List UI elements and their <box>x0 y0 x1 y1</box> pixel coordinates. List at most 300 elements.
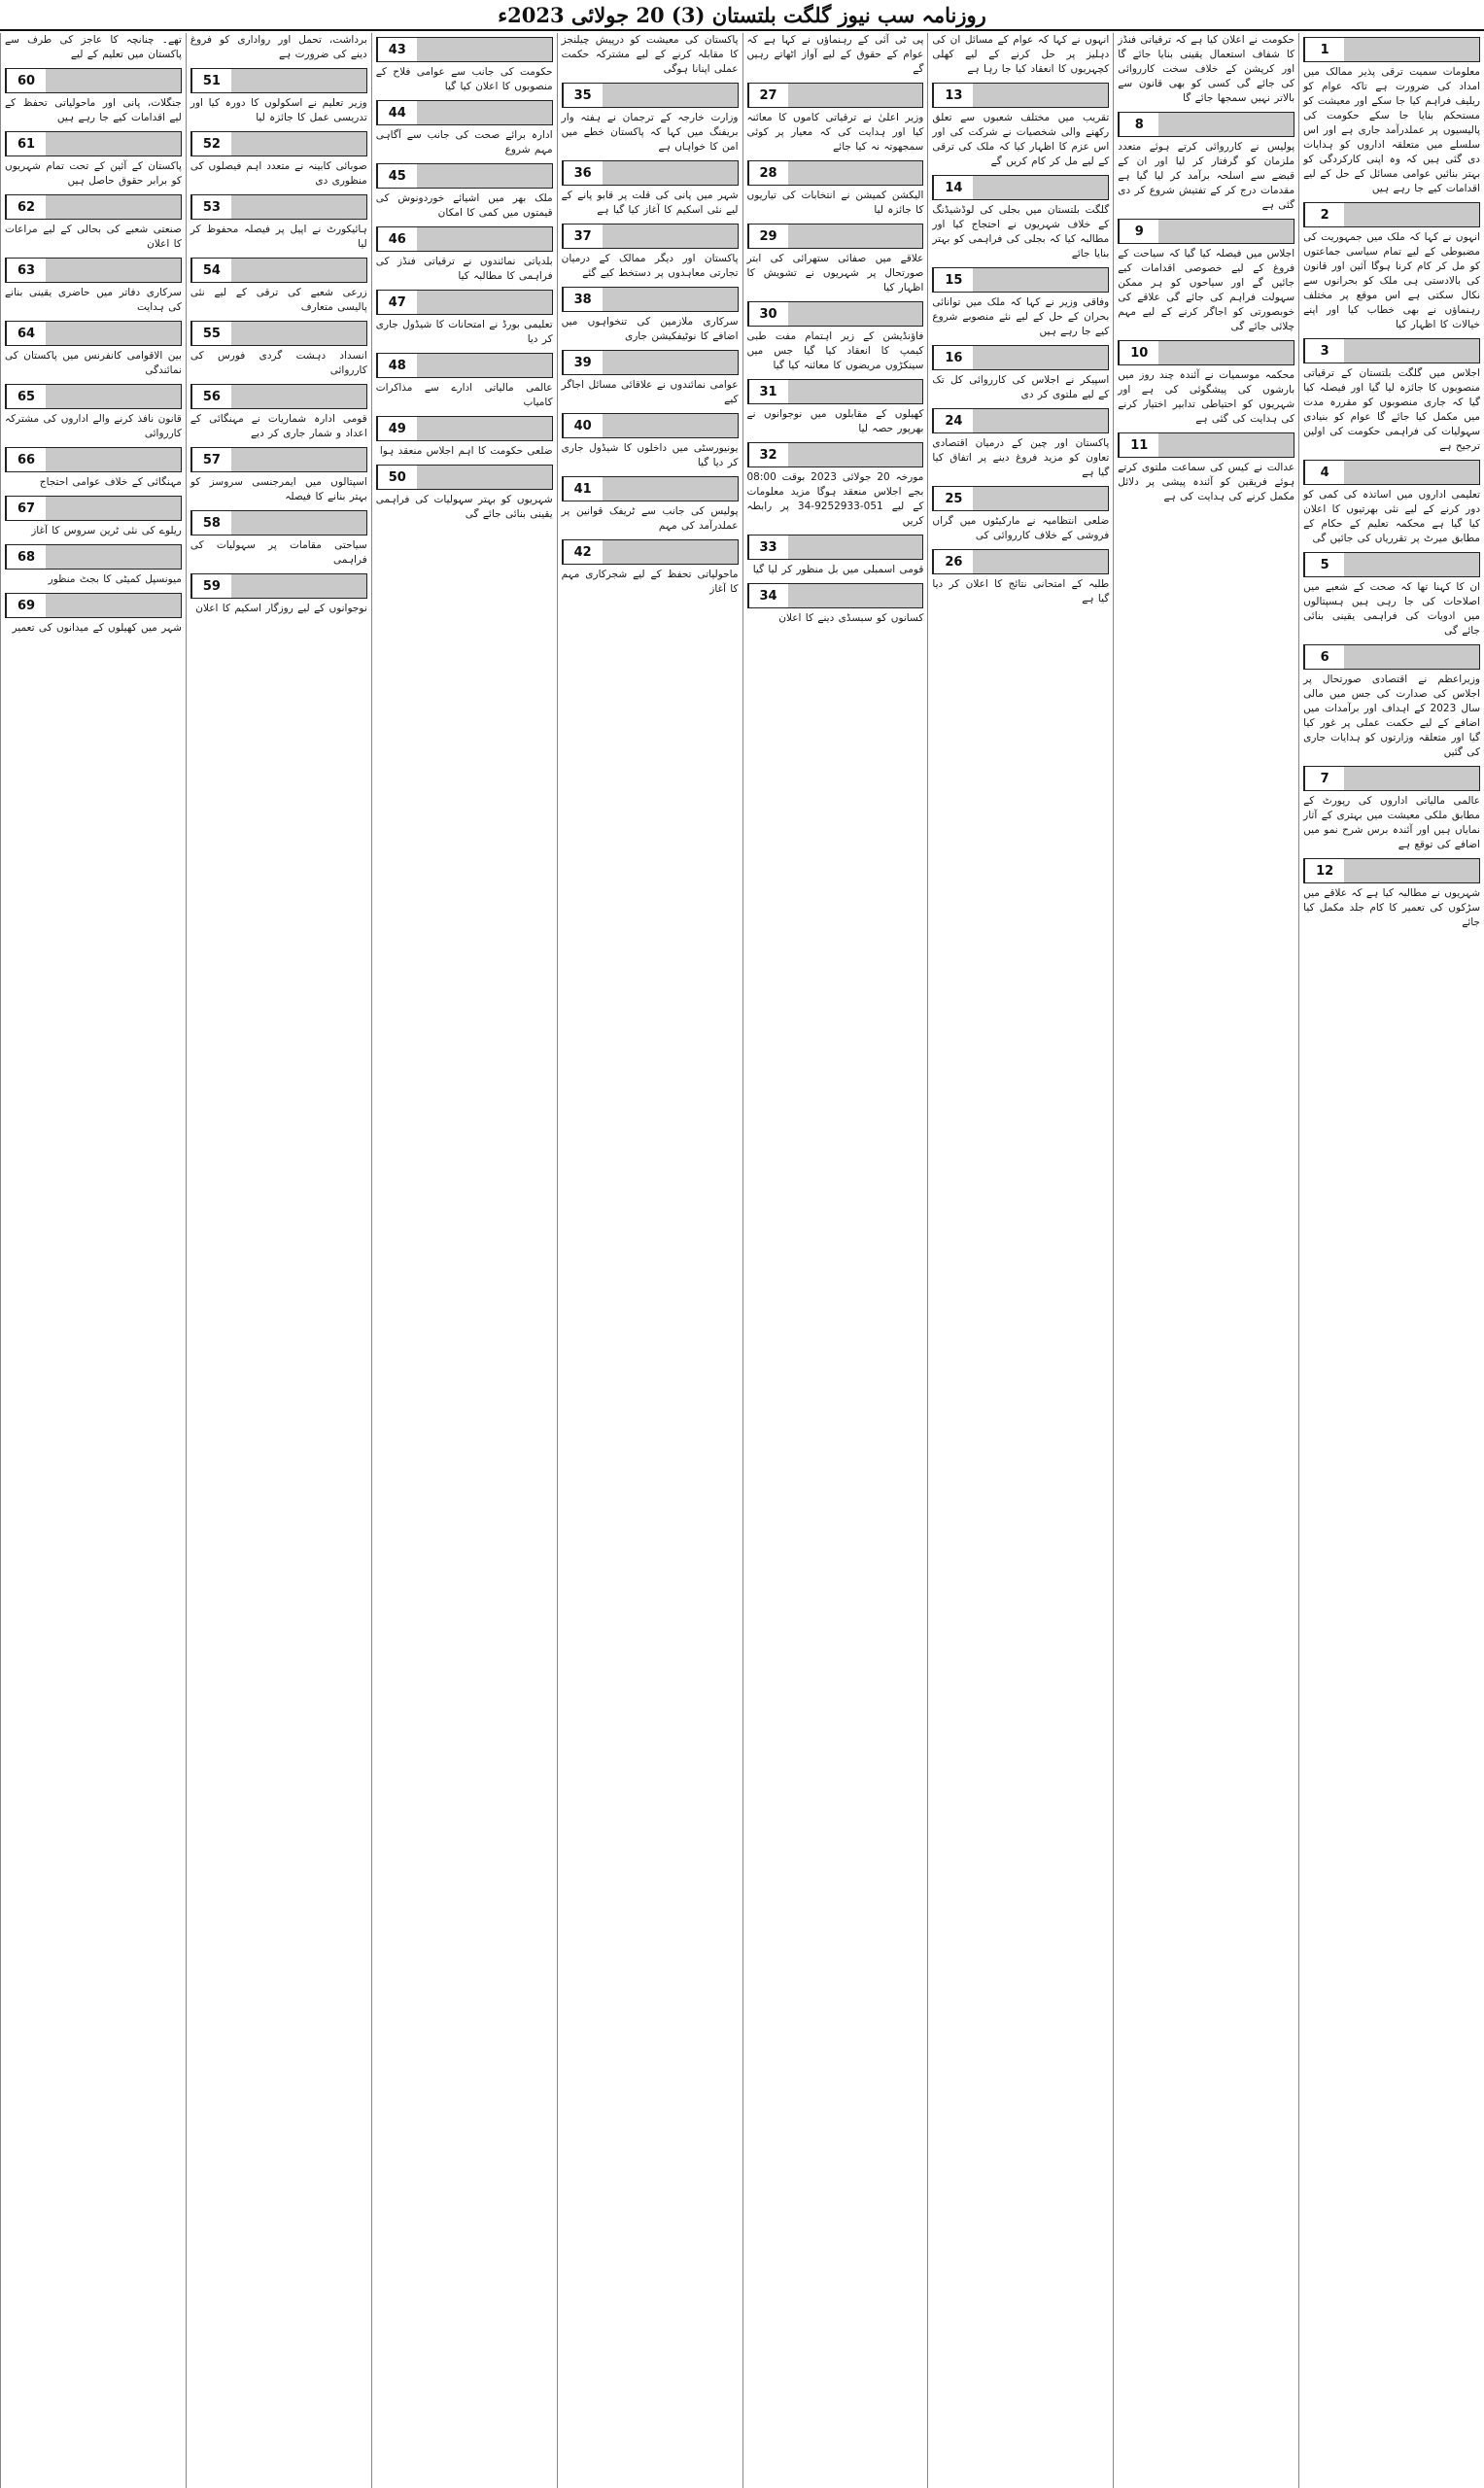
marker-bar <box>417 38 552 61</box>
continuation-number: 67 <box>6 497 46 520</box>
continuation-marker <box>932 408 1109 433</box>
article-text: حکومت کی جانب سے عوامی فلاح کے منصوبوں کا اعلان کیا گیا <box>375 66 553 92</box>
marker-bar <box>788 161 923 185</box>
article-block <box>932 83 1109 169</box>
article-block <box>1118 219 1294 334</box>
continuation-number: 59 <box>191 574 231 598</box>
article-text: شہریوں کو بہتر سہولیات کی فراہمی یقینی بنائی جائے گی <box>375 494 553 520</box>
marker-bar <box>46 448 181 471</box>
continuation-marker <box>190 68 367 93</box>
continuation-number: 2 <box>1304 203 1344 226</box>
article-block <box>1118 112 1294 213</box>
article-text: وزیراعظم نے اقتصادی صورتحال پر اجلاس کی صدارت کی جس میں مالی سال 2023 کے اہداف اور برآمدات میں اضافے کے لیے حکمت عملی پر غور کیا گیا اور متعلقہ وزارتوں کو ہدایات جاری کی گئیں <box>1303 674 1481 758</box>
article-text: قانون نافذ کرنے والے اداروں کی مشترکہ کارروائی <box>5 413 182 439</box>
continuation-marker <box>932 486 1109 511</box>
marker-bar <box>788 302 923 326</box>
continuation-number: 30 <box>748 302 788 326</box>
article-text: مورخہ 20 جولائی 2023 بوقت 08:00 بجے اجلاس منعقد ہوگا مزید معلومات کے لیے 051-9252933-34 پر رابطہ کریں <box>746 471 924 527</box>
marker-bar <box>46 69 181 92</box>
article-block <box>747 583 924 626</box>
marker-bar <box>1344 859 1479 882</box>
marker-bar <box>973 346 1108 369</box>
continuation-marker <box>376 416 553 441</box>
marker-bar <box>603 414 738 437</box>
columns-container <box>0 33 1484 2488</box>
article-block <box>190 258 367 315</box>
continuation-number: 61 <box>6 132 46 156</box>
marker-bar <box>973 84 1108 107</box>
continuation-number: 4 <box>1304 461 1344 484</box>
article-text: تعلیمی اداروں میں اساتذہ کی کمی کو دور کرنے کے لیے نئی بھرتیوں کا اعلان کیا گیا ہے محکمہ تعلیم کے حکام کے مطابق میرٹ پر تقرریاں کی جائیں گی <box>1303 489 1480 544</box>
article-text: صنعتی شعبے کی بحالی کے لیے مراعات کا اعلان <box>5 224 182 250</box>
article-block <box>1118 340 1294 427</box>
continuation-marker <box>747 83 924 108</box>
article-block <box>932 486 1109 543</box>
article-text: ریلوے کی نئی ٹرین سروس کا آغاز <box>31 525 182 536</box>
article-text: عالمی مالیاتی ادارے سے مذاکرات کامیاب <box>375 382 553 408</box>
continuation-number: 43 <box>377 38 417 61</box>
continuation-number: 47 <box>377 291 417 314</box>
marker-bar <box>973 550 1108 573</box>
continuation-number: 13 <box>933 84 973 107</box>
article-text: جنگلات، پانی اور ماحولیاتی تحفظ کے لیے اقدامات کیے جا رہے ہیں <box>5 97 182 123</box>
marker-bar <box>231 511 366 535</box>
article-block <box>562 83 739 155</box>
continuation-marker <box>1118 432 1294 458</box>
article-text: تقریب میں مختلف شعبوں سے تعلق رکھنے والی شخصیات نے شرکت کی اور اس عزم کا اظہار کیا کہ ملک کی ترقی کے لیے مل کر کام کریں گے <box>932 112 1110 167</box>
marker-bar <box>1344 645 1479 669</box>
continuation-number: 33 <box>748 536 788 559</box>
continuation-marker <box>1303 766 1480 791</box>
marker-bar <box>603 351 738 374</box>
article-text: وزیر اعلیٰ نے ترقیاتی کاموں کا معائنہ کیا اور ہدایت کی کہ معیار پر کوئی سمجھوتہ نہ کیا جائے <box>746 112 924 153</box>
marker-bar <box>788 584 923 607</box>
continuation-number: 68 <box>6 545 46 569</box>
article-block <box>932 267 1109 339</box>
marker-bar <box>231 259 366 282</box>
marker-bar <box>973 487 1108 510</box>
marker-bar <box>1158 341 1294 364</box>
continuation-marker <box>932 83 1109 108</box>
marker-bar <box>1344 203 1479 226</box>
continuation-marker <box>376 353 553 378</box>
article-block <box>5 321 182 378</box>
continuation-marker <box>5 321 182 346</box>
article-block <box>190 447 367 504</box>
continuation-marker <box>5 258 182 283</box>
article-block <box>562 476 739 534</box>
article-block <box>5 258 182 315</box>
continuation-number: 35 <box>563 84 603 107</box>
marker-bar <box>1344 38 1479 61</box>
masthead-title: روزنامہ سب نیوز گلگت بلتستان (3) 20 جولائی 2023ء <box>0 0 1484 31</box>
marker-bar <box>231 448 366 471</box>
continuation-marker <box>1303 338 1480 363</box>
continuation-number: 9 <box>1119 220 1158 243</box>
continuation-marker <box>747 583 924 608</box>
continuation-number: 48 <box>377 354 417 377</box>
continuation-number: 10 <box>1119 341 1158 364</box>
marker-bar <box>417 164 552 188</box>
marker-bar <box>1158 433 1294 457</box>
article-text: کسانوں کو سبسڈی دینے کا اعلان <box>778 612 924 624</box>
article-text: میونسپل کمیٹی کا بجٹ منظور <box>48 573 182 585</box>
continuation-marker <box>1118 112 1294 137</box>
article-text: ان کا کہنا تھا کہ صحت کے شعبے میں اصلاحات کی جا رہی ہیں ہسپتالوں میں ادویات کی فراہمی یقینی بنائی جائے گی <box>1303 581 1480 637</box>
article-text: پولیس نے کارروائی کرتے ہوئے متعدد ملزمان کو گرفتار کر لیا اور ان کے قبضے سے اسلحہ برآمد کر لیا گیا ہے مقدمات درج کر کے تفتیش شروع کر دی گئی ہے <box>1118 141 1295 211</box>
marker-bar <box>46 132 181 156</box>
article-block <box>376 416 553 459</box>
continuation-marker <box>932 175 1109 200</box>
marker-bar <box>46 385 181 408</box>
continuation-number: 8 <box>1119 113 1158 136</box>
article-text: الیکشن کمیشن نے انتخابات کی تیاریوں کا جائزہ لیا <box>746 190 924 216</box>
article-text: زرعی شعبے کی ترقی کے لیے نئی پالیسی متعارف <box>190 287 367 313</box>
article-block <box>376 100 553 157</box>
continuation-number: 28 <box>748 161 788 185</box>
continuation-marker <box>1303 202 1480 227</box>
continuation-marker <box>747 379 924 404</box>
article-block <box>932 408 1109 480</box>
marker-bar <box>231 574 366 598</box>
article-block <box>747 379 924 436</box>
article-text: ملک بھر میں اشیائے خوردونوش کی قیمتوں میں کمی کا امکان <box>375 192 553 219</box>
continuation-number: 49 <box>377 417 417 440</box>
continuation-marker <box>932 549 1109 574</box>
article-column <box>0 33 186 2488</box>
article-column <box>1298 33 1484 2488</box>
continuation-number: 53 <box>191 195 231 219</box>
continuation-marker <box>932 267 1109 293</box>
article-text: بلدیاتی نمائندوں نے ترقیاتی فنڈز کی فراہمی کا مطالبہ کیا <box>375 256 553 282</box>
continuation-marker <box>376 226 553 252</box>
article-block <box>1303 37 1480 196</box>
article-text: عوامی نمائندوں نے علاقائی مسائل اجاگر کیے <box>561 379 739 405</box>
continuation-number: 64 <box>6 322 46 345</box>
article-block <box>190 321 367 378</box>
continuation-marker <box>5 496 182 521</box>
marker-bar <box>603 540 738 564</box>
article-text: تھے۔ چنانچہ کا عاجز کی طرف سے پاکستان میں تعلیم کے لیے <box>5 34 182 60</box>
article-text: اجلاس میں فیصلہ کیا گیا کہ سیاحت کے فروغ کے لیے خصوصی اقدامات کیے جائیں گے اور سیاحوں کو ہر ممکن سہولت فراہم کی جائے گی علاقے کی خوبصورتی کو اجاگر کرنے کے لیے مہم چلائی جائے گی <box>1118 248 1295 332</box>
continuation-number: 40 <box>563 414 603 437</box>
marker-bar <box>1344 461 1479 484</box>
article-text: پولیس کی جانب سے ٹریفک قوانین پر عملدرآمد کی مہم <box>561 505 739 532</box>
article-text: علاقے میں صفائی ستھرائی کی ابتر صورتحال پر شہریوں نے تشویش کا اظہار کیا <box>746 253 924 294</box>
continuation-marker <box>747 535 924 560</box>
article-block <box>1303 338 1480 454</box>
article-text: وزیر تعلیم نے اسکولوں کا دورہ کیا اور تدریسی عمل کا جائزہ لیا <box>190 97 367 123</box>
continuation-marker <box>562 287 739 312</box>
article-text: پاکستان کی معیشت کو درپیش چیلنجز کا مقابلہ کرنے کے لیے مشترکہ حکمت عملی اپنانا ہوگی <box>561 34 739 75</box>
article-block <box>1118 33 1294 106</box>
continuation-number: 26 <box>933 550 973 573</box>
continuation-number: 46 <box>377 227 417 251</box>
continuation-number: 50 <box>377 466 417 489</box>
continuation-number: 27 <box>748 84 788 107</box>
marker-bar <box>46 497 181 520</box>
article-block <box>190 194 367 252</box>
article-block <box>5 68 182 125</box>
article-block <box>376 226 553 284</box>
marker-bar <box>1158 113 1294 136</box>
article-block <box>1303 858 1480 930</box>
marker-bar <box>46 259 181 282</box>
article-text: سیاحتی مقامات پر سہولیات کی فراہمی <box>190 539 367 566</box>
article-text: قومی اسمبلی میں بل منظور کر لیا گیا <box>752 564 924 575</box>
marker-bar <box>603 161 738 185</box>
article-block <box>747 224 924 295</box>
article-block <box>932 175 1109 261</box>
continuation-number: 7 <box>1304 767 1344 790</box>
article-text: فاؤنڈیشن کے زیر اہتمام مفت طبی کیمپ کا انعقاد کیا گیا جس میں سینکڑوں مریضوں کا معائنہ کیا گیا <box>746 330 924 371</box>
article-block <box>932 33 1109 77</box>
article-block <box>932 345 1109 402</box>
continuation-marker <box>747 160 924 186</box>
marker-bar <box>231 132 366 156</box>
article-text: برداشت، تحمل اور رواداری کو فروغ دینے کی ضرورت ہے <box>190 34 367 60</box>
article-column <box>742 33 928 2488</box>
article-block <box>1303 552 1480 639</box>
article-block <box>562 413 739 470</box>
article-block <box>1118 432 1294 504</box>
article-block <box>562 287 739 344</box>
continuation-marker <box>376 100 553 125</box>
marker-bar <box>417 354 552 377</box>
article-block <box>190 384 367 441</box>
article-text: گلگت بلتستان میں بجلی کی لوڈشیڈنگ کے خلاف شہریوں نے احتجاج کیا اور مطالبہ کیا کہ بجلی کی فراہمی کو بہتر بنایا جائے <box>932 204 1110 259</box>
continuation-marker <box>562 413 739 438</box>
article-text: انسداد دہشت گردی فورس کی کارروائی <box>190 350 367 376</box>
marker-bar <box>1344 767 1479 790</box>
continuation-number: 65 <box>6 385 46 408</box>
article-text: ماحولیاتی تحفظ کے لیے شجرکاری مہم کا آغاز <box>561 569 739 595</box>
article-text: طلبہ کے امتحانی نتائج کا اعلان کر دیا گیا ہے <box>932 578 1110 605</box>
marker-bar <box>1344 339 1479 363</box>
marker-bar <box>417 417 552 440</box>
continuation-marker <box>5 194 182 220</box>
article-block <box>747 301 924 373</box>
continuation-marker <box>562 83 739 108</box>
article-text: کھیلوں کے مقابلوں میں نوجوانوں نے بھرپور حصہ لیا <box>746 408 924 434</box>
article-text: عالمی مالیاتی اداروں کی رپورٹ کے مطابق ملکی معیشت میں بہتری کے آثار نمایاں ہیں اور آئندہ برس شرح نمو میں اضافے کی توقع ہے <box>1303 795 1480 850</box>
continuation-marker <box>190 384 367 409</box>
continuation-number: 37 <box>563 225 603 248</box>
article-block <box>562 224 739 281</box>
continuation-number: 11 <box>1119 433 1158 457</box>
article-text: پاکستان اور دیگر ممالک کے درمیان تجارتی معاہدوں پر دستخط کیے گئے <box>561 253 739 279</box>
continuation-number: 15 <box>933 268 973 292</box>
marker-bar <box>46 195 181 219</box>
continuation-marker <box>190 447 367 472</box>
article-block <box>376 37 553 94</box>
article-block <box>1303 644 1480 760</box>
continuation-marker <box>190 258 367 283</box>
article-text: ادارہ برائے صحت کی جانب سے آگاہی مہم شروع <box>375 129 553 156</box>
marker-bar <box>788 225 923 248</box>
marker-bar <box>788 84 923 107</box>
article-column <box>927 33 1113 2488</box>
article-text: پاکستان اور چین کے درمیان اقتصادی تعاون کو مزید فروغ دینے پر اتفاق کیا گیا ہے <box>932 437 1110 478</box>
article-block <box>190 33 367 62</box>
article-block <box>190 573 367 616</box>
marker-bar <box>46 545 181 569</box>
continuation-marker <box>190 194 367 220</box>
continuation-marker <box>562 160 739 186</box>
article-text: اجلاس میں گلگت بلتستان کے ترقیاتی منصوبوں کا جائزہ لیا گیا اور فیصلہ کیا گیا کہ جاری منصوبوں کو مقررہ مدت میں مکمل کیا جائے گا عوام کو بنیادی سہولیات کی فراہمی حکومت کی اولین ترجیح ہے <box>1303 367 1480 452</box>
continuation-marker <box>1303 460 1480 485</box>
continuation-number: 55 <box>191 322 231 345</box>
continuation-marker <box>5 131 182 156</box>
article-text: ضلعی حکومت کا اہم اجلاس منعقد ہوا <box>379 445 553 457</box>
continuation-number: 3 <box>1304 339 1344 363</box>
continuation-number: 31 <box>748 380 788 403</box>
continuation-number: 36 <box>563 161 603 185</box>
article-block <box>5 593 182 636</box>
article-text: شہر میں کھیلوں کے میدانوں کی تعمیر <box>12 622 182 634</box>
continuation-number: 14 <box>933 176 973 199</box>
article-text: شہریوں نے مطالبہ کیا ہے کہ علاقے میں سڑکوں کی تعمیر کا کام جلد مکمل کیا جائے <box>1303 887 1480 928</box>
article-block <box>747 83 924 155</box>
article-block <box>747 160 924 218</box>
article-block <box>5 384 182 441</box>
article-block <box>1303 766 1480 852</box>
continuation-marker <box>1118 219 1294 244</box>
continuation-number: 34 <box>748 584 788 607</box>
article-text: عدالت نے کیس کی سماعت ملتوی کرتے ہوئے فریقین کو آئندہ پیشی پر دلائل مکمل کرنے کی ہدایت کی ہے <box>1118 462 1295 502</box>
continuation-marker <box>562 539 739 565</box>
article-block <box>932 549 1109 606</box>
continuation-marker <box>5 384 182 409</box>
continuation-marker <box>562 224 739 249</box>
continuation-marker <box>376 163 553 189</box>
article-text: معلومات سمیت ترقی پذیر ممالک میں امداد کی ضرورت ہے تاکہ عوام کو ریلیف فراہم کیا جا سکے اور معیشت کو مستحکم بنایا جا سکے حکومت کی پالیسیوں پر عملدرآمد جاری ہے اور اس سلسلے میں متعلقہ اداروں کو ہدایات دی گئی ہیں کہ وہ اپنی کارکردگی کو بہتر بنائیں عوامی مسائل کے حل کے لیے اقدامات کیے جا رہے ہیں <box>1303 66 1480 194</box>
continuation-number: 24 <box>933 409 973 432</box>
continuation-number: 1 <box>1304 38 1344 61</box>
article-text: حکومت نے اعلان کیا ہے کہ ترقیاتی فنڈز کا شفاف استعمال یقینی بنایا جائے گا اور کرپشن کے خلاف سخت کارروائی کی جائے گی کسی کو بھی قانون سے بالاتر نہیں سمجھا جائے گا <box>1118 34 1295 104</box>
marker-bar <box>1158 220 1294 243</box>
article-block <box>747 33 924 77</box>
continuation-number: 32 <box>748 443 788 466</box>
article-text: یونیورسٹی میں داخلوں کا شیڈول جاری کر دیا گیا <box>561 442 739 468</box>
article-block <box>376 353 553 410</box>
article-text: انہوں نے کہا کہ ملک میں جمہوریت کی مضبوطی کے لیے تمام سیاسی جماعتوں کو مل کر کام کرنا ہوگا آئین اور قانون کی بالادستی ہی ملک کو بحرانوں سے نکال سکتی ہے اس موقع پر مختلف رہنماؤں نے بھی خطاب کیا اور اپنے خیالات کا اظہار کیا <box>1303 231 1480 330</box>
continuation-number: 6 <box>1304 645 1344 669</box>
article-block <box>562 539 739 597</box>
continuation-marker <box>376 290 553 315</box>
article-block <box>5 194 182 252</box>
article-block <box>190 68 367 125</box>
marker-bar <box>46 594 181 617</box>
marker-bar <box>46 322 181 345</box>
continuation-number: 57 <box>191 448 231 471</box>
continuation-number: 5 <box>1304 553 1344 576</box>
marker-bar <box>231 385 366 408</box>
article-block <box>562 33 739 77</box>
article-block <box>5 131 182 189</box>
marker-bar <box>788 380 923 403</box>
article-text: قومی ادارہ شماریات نے مہنگائی کے اعداد و شمار جاری کر دیے <box>190 413 367 439</box>
article-text: وزارت خارجہ کے ترجمان نے ہفتہ وار بریفنگ میں کہا کہ پاکستان خطے میں امن کا خواہاں ہے <box>561 112 739 153</box>
continuation-marker <box>190 573 367 599</box>
article-block <box>1303 460 1480 546</box>
marker-bar <box>603 288 738 311</box>
article-text: بین الاقوامی کانفرنس میں پاکستان کی نمائندگی <box>5 350 182 376</box>
continuation-number: 16 <box>933 346 973 369</box>
article-column <box>186 33 371 2488</box>
continuation-marker <box>1303 552 1480 577</box>
marker-bar <box>973 176 1108 199</box>
marker-bar <box>417 227 552 251</box>
article-block <box>376 163 553 221</box>
marker-bar <box>417 291 552 314</box>
continuation-number: 69 <box>6 594 46 617</box>
article-column <box>371 33 557 2488</box>
article-text: انہوں نے کہا کہ عوام کے مسائل ان کی دہلیز پر حل کرنے کے لیے کھلی کچہریوں کا انعقاد کیا جا رہا ہے <box>932 34 1110 75</box>
marker-bar <box>603 84 738 107</box>
article-block <box>562 350 739 407</box>
continuation-marker <box>1303 644 1480 670</box>
article-block <box>376 465 553 522</box>
article-text: ضلعی انتظامیہ نے مارکیٹوں میں گراں فروشی کے خلاف کارروائی کی <box>932 515 1110 541</box>
continuation-marker <box>747 301 924 327</box>
continuation-number: 66 <box>6 448 46 471</box>
continuation-marker <box>5 68 182 93</box>
continuation-number: 42 <box>563 540 603 564</box>
continuation-number: 62 <box>6 195 46 219</box>
marker-bar <box>603 477 738 501</box>
article-text: وفاقی وزیر نے کہا کہ ملک میں توانائی بحران کے حل کے لیے نئے منصوبے شروع کیے جا رہے ہیں <box>932 296 1110 337</box>
continuation-number: 63 <box>6 259 46 282</box>
continuation-marker <box>932 345 1109 370</box>
continuation-number: 58 <box>191 511 231 535</box>
marker-bar <box>231 322 366 345</box>
continuation-number: 38 <box>563 288 603 311</box>
article-text: سرکاری دفاتر میں حاضری یقینی بنانے کی ہدایت <box>5 287 182 313</box>
marker-bar <box>231 195 366 219</box>
article-text: صوبائی کابینہ نے متعدد اہم فیصلوں کی منظوری دی <box>190 160 367 187</box>
continuation-marker <box>562 476 739 501</box>
continuation-number: 44 <box>377 101 417 124</box>
continuation-number: 25 <box>933 487 973 510</box>
article-text: محکمہ موسمیات نے آئندہ چند روز میں بارشوں کی پیشگوئی کی ہے اور شہریوں کو احتیاطی تدابیر اختیار کرنے کی ہدایت کی گئی ہے <box>1118 369 1295 425</box>
article-text: اسپیکر نے اجلاس کی کارروائی کل تک کے لیے ملتوی کر دی <box>932 374 1110 400</box>
article-text: سرکاری ملازمین کی تنخواہوں میں اضافے کا نوٹیفکیشن جاری <box>561 316 739 342</box>
continuation-marker <box>5 593 182 618</box>
article-block <box>562 160 739 218</box>
article-text: ہائیکورٹ نے اپیل پر فیصلہ محفوظ کر لیا <box>190 224 367 250</box>
continuation-number: 60 <box>6 69 46 92</box>
continuation-marker <box>747 224 924 249</box>
continuation-marker <box>1303 37 1480 62</box>
article-block <box>5 33 182 62</box>
article-block <box>5 447 182 490</box>
article-text: نوجوانوں کے لیے روزگار اسکیم کا اعلان <box>195 603 367 614</box>
article-text: تعلیمی بورڈ نے امتحانات کا شیڈول جاری کر دیا <box>375 319 553 345</box>
article-block <box>5 544 182 587</box>
article-block <box>190 131 367 189</box>
continuation-number: 41 <box>563 477 603 501</box>
continuation-number: 45 <box>377 164 417 188</box>
continuation-number: 56 <box>191 385 231 408</box>
marker-bar <box>788 443 923 466</box>
continuation-marker <box>1118 340 1294 365</box>
continuation-marker <box>747 442 924 467</box>
continuation-marker <box>562 350 739 375</box>
marker-bar <box>973 409 1108 432</box>
continuation-number: 52 <box>191 132 231 156</box>
article-block <box>376 290 553 347</box>
